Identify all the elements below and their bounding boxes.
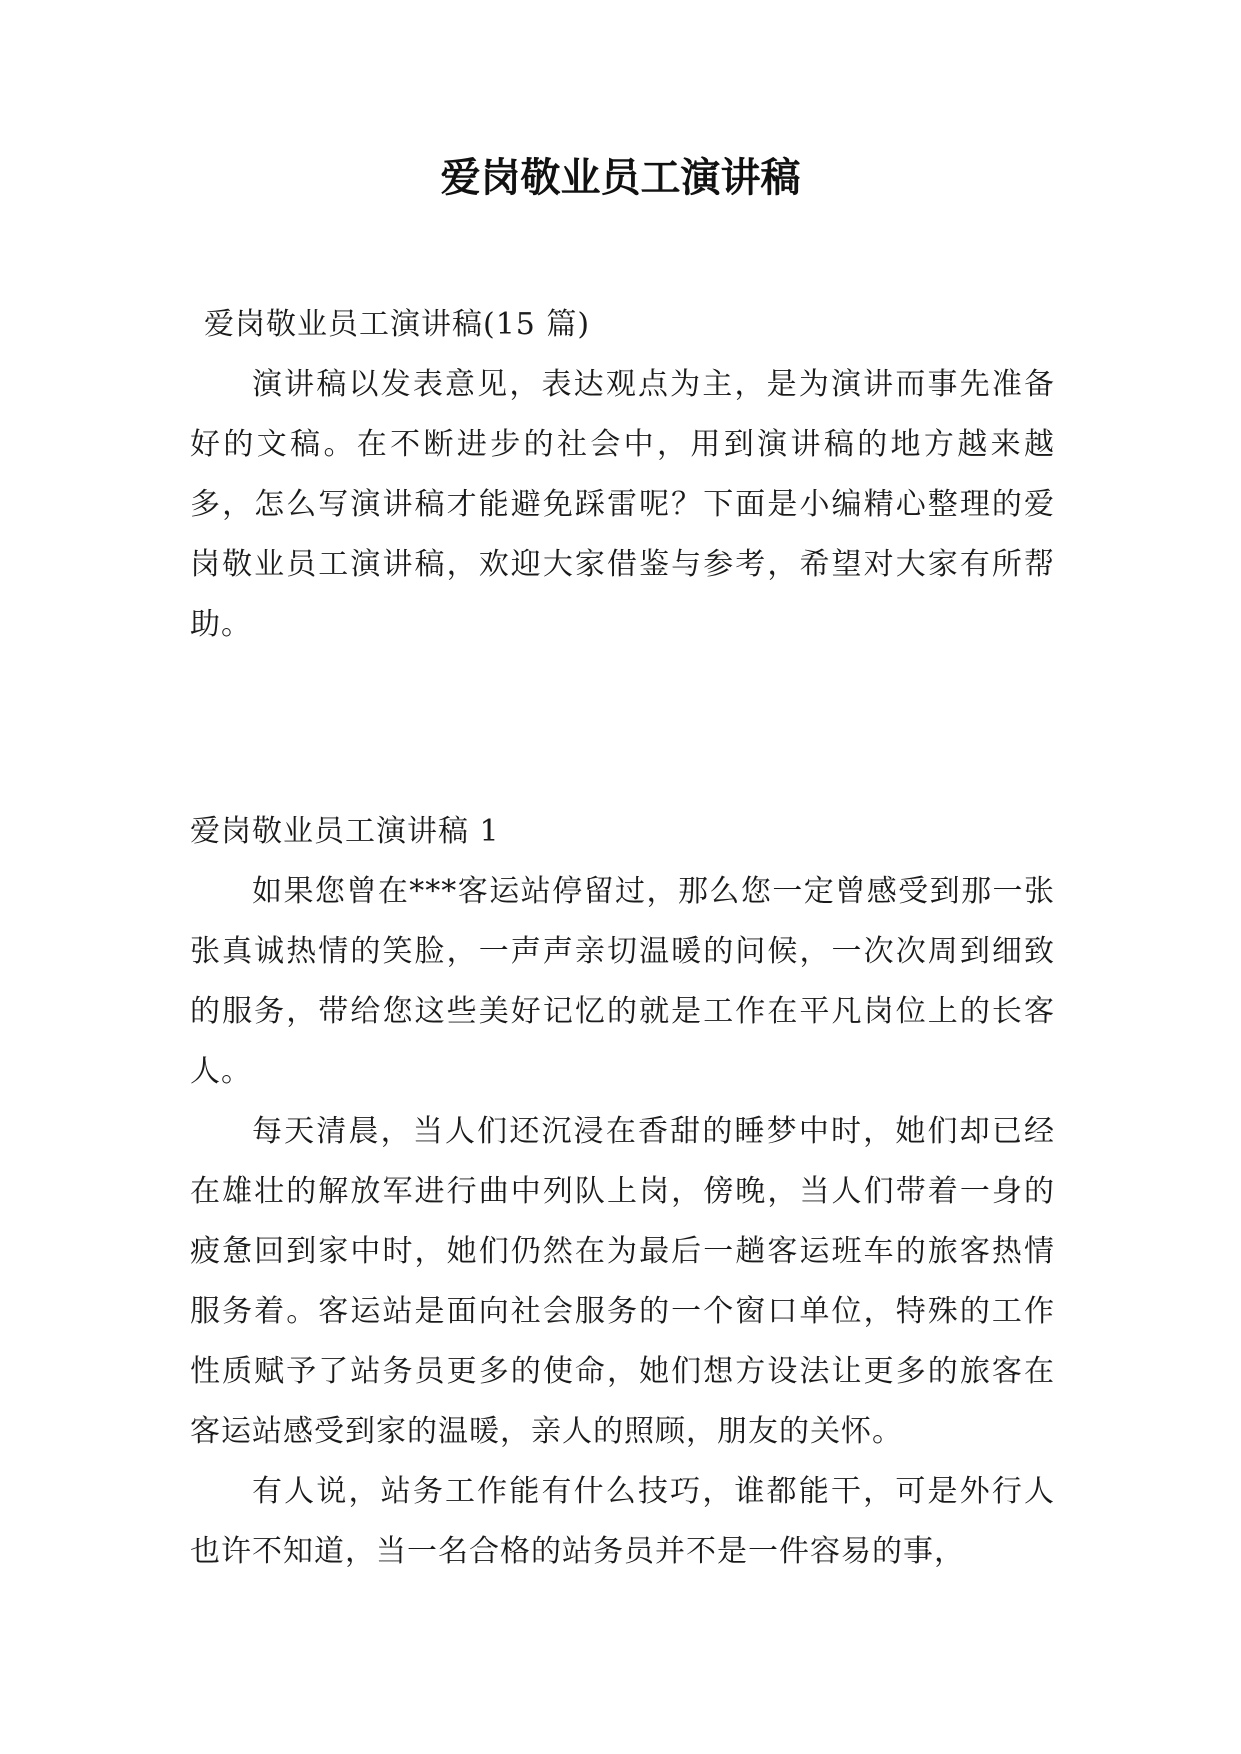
document-title: 爱岗敬业员工演讲稿 <box>440 155 801 201</box>
section-heading: 爱岗敬业员工演讲稿 1 <box>190 814 500 849</box>
body-paragraph: 每天清晨，当人们还沉浸在香甜的睡梦中时，她们却已经在雄壮的解放军进行曲中列队上岗，傍晚，当人们带着一身的疲惫回到家中时，她们仍然在为最后一趟客运班车的旅客热情服务着。客运站是面向社会服务的一个窗口单位，特殊的工作性质赋予了站务员更多的使命，她们想方设法让更多的旅客在客运站感受到家的温暖，亲人的照顾，朋友的关怀。 <box>190 1114 1055 1449</box>
document-body <box>190 295 1055 1582</box>
section-spacer <box>190 655 1055 802</box>
body-paragraph: 有人说，站务工作能有什么技巧，谁都能干，可是外行人也许不知道，当一名合格的站务员并不是一件容易的事， <box>190 1474 1055 1569</box>
body-paragraph: 如果您曾在***客运站停留过，那么您一定曾感受到那一张张真诚热情的笑脸，一声声亲切温暖的问候，一次次周到细致的服务，带给您这些美好记忆的就是工作在平凡岗位上的长客人。 <box>190 874 1055 1089</box>
intro-paragraph: 演讲稿以发表意见，表达观点为主，是为演讲而事先准备好的文稿。在不断进步的社会中，用到演讲稿的地方越来越多，怎么写演讲稿才能避免踩雷呢？下面是小编精心整理的爱岗敬业员工演讲稿，欢迎大家借鉴与参考，希望对大家有所帮助。 <box>190 367 1055 642</box>
document-subtitle: 爱岗敬业员工演讲稿(15 篇) <box>204 307 591 342</box>
